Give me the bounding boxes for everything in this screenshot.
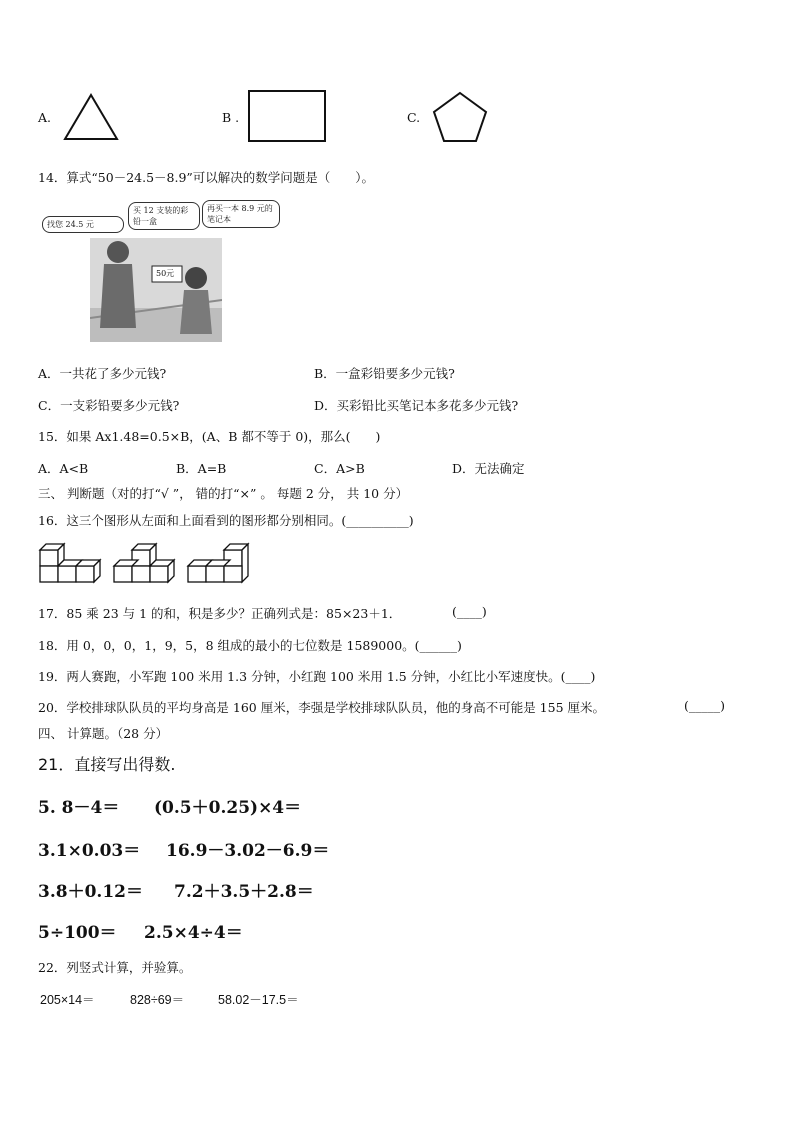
question-15-stem: 15．如果 Ax1.48=0.5×B，(A、B 都不等于 0)，那么( ) <box>38 429 381 444</box>
calc-item: 16.9－3.02－6.9＝ <box>166 841 330 861</box>
shop-scene-picture <box>90 238 222 342</box>
question-22-stem: 22．列竖式计算，并验算。 <box>38 960 192 975</box>
question-14-stem: 14．算式“50－24.5－8.9”可以解决的数学问题是（ ）。 <box>38 170 375 185</box>
question-14-option-c: C．一支彩铅要多少元钱? <box>38 398 180 413</box>
question-15-option-d: D．无法确定 <box>452 461 525 476</box>
vertical-calc-item: 205×14＝ <box>40 993 95 1007</box>
vertical-calc-item: 58.02－17.5＝ <box>218 993 299 1007</box>
question-14-option-a: A．一共花了多少元钱? <box>38 366 167 381</box>
banknote-sign: 50元 <box>156 269 175 278</box>
calc-item: 5÷100＝ <box>38 923 117 943</box>
question-15-option-b: B．A=B <box>176 461 227 476</box>
option-c-label: C. <box>407 110 421 125</box>
question-15-option-a: A．A<B <box>38 461 89 476</box>
calc-item: 3.8＋0.12＝ <box>38 882 143 902</box>
question-14-option-b: B．一盒彩铅要多少元钱? <box>314 366 455 381</box>
speech-bubble-notebook: 再买一本 8.9 元的笔记本 <box>202 200 280 228</box>
question-17-text: 17．85 乘 23 与 1 的和，积是多少？正确列式是：85×23＋1． <box>38 606 402 621</box>
pentagon-shape <box>431 90 489 144</box>
triangle-shape <box>62 92 120 142</box>
speech-bubble-pencils: 买 12 支装的彩铅一盒 <box>128 202 200 230</box>
option-a-label: A. <box>38 110 52 125</box>
question-21-stem: 21．直接写出得数. <box>38 755 176 774</box>
calc-item: 3.1×0.03＝ <box>38 841 141 861</box>
question-14-option-d: D．买彩铅比买笔记本多花多少元钱? <box>314 398 519 413</box>
question-14-illustration <box>38 198 283 344</box>
cube-figure-3 <box>186 542 252 586</box>
calc-item: 2.5×4÷4＝ <box>144 923 243 943</box>
cube-figure-2 <box>112 542 178 586</box>
question-19-text: 19．两人赛跑，小军跑 100 米用 1.3 分钟，小红跑 100 米用 1.5 分钟，小红比小军速度快。(____) <box>38 669 596 684</box>
question-15-option-c: C．A>B <box>314 461 365 476</box>
question-20-blank: (_____) <box>684 698 726 713</box>
option-b-label: B . <box>222 110 240 125</box>
rectangle-shape <box>247 89 327 143</box>
question-17-blank: (____) <box>452 604 487 619</box>
calc-item: (0.5＋0.25)×4＝ <box>154 798 302 818</box>
section-4-heading: 四、 计算题。（28 分） <box>38 726 169 741</box>
calc-item: 7.2＋3.5＋2.8＝ <box>174 882 314 902</box>
question-18-text: 18．用 0，0，0，1，9，5，8 组成的最小的七位数是 1589000。(______) <box>38 638 462 653</box>
section-3-heading: 三、 判断题（对的打“√ ”， 错的打“×” 。 每题 2 分， 共 10 分） <box>38 486 409 501</box>
vertical-calc-item: 828÷69＝ <box>130 993 185 1007</box>
question-20-text: 20．学校排球队队员的平均身高是 160 厘米，李强是学校排球队队员，他的身高不可能是 155 厘米。 <box>38 700 606 715</box>
speech-bubble-change: 找您 24.5 元 <box>42 216 124 233</box>
question-16-text: 16．这三个图形从左面和上面看到的图形都分别相同。(__________) <box>38 513 414 528</box>
cube-figure-1 <box>38 542 104 586</box>
calc-item: 5. 8－4＝ <box>38 798 120 818</box>
